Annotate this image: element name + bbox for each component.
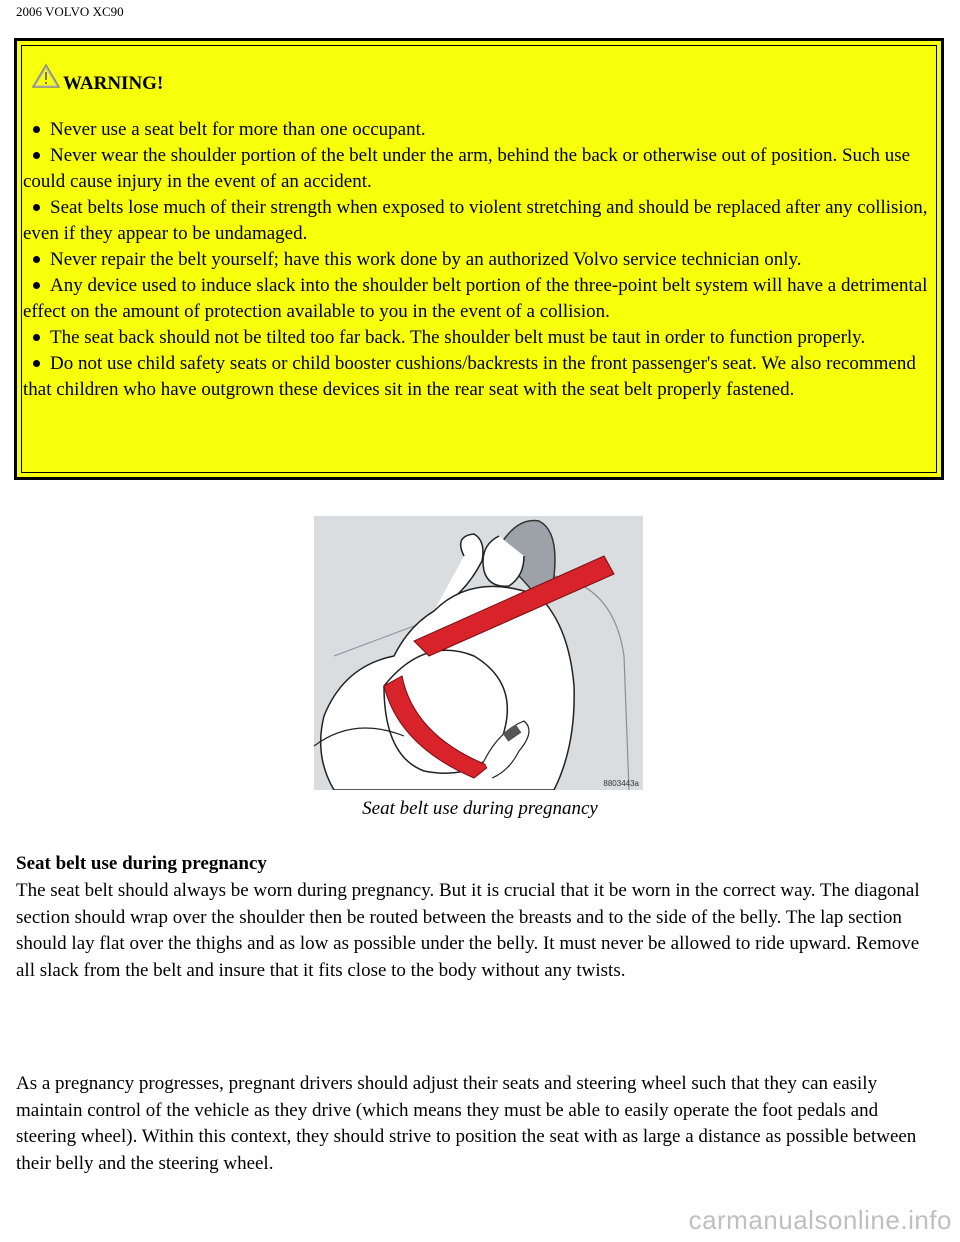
warning-item <box>23 117 937 143</box>
bullet-icon <box>33 152 40 159</box>
figure-caption: Seat belt use during pregnancy <box>362 798 598 819</box>
section-heading: Seat belt use during pregnancy <box>16 853 267 874</box>
warning-item-text: The seat back should not be tilted too far back. The shoulder belt must be taut in order to function properly. <box>50 327 866 348</box>
watermark: carmanualsonline.info <box>688 1205 952 1235</box>
warning-item <box>23 143 937 195</box>
warning-item <box>23 325 937 351</box>
warning-item-text: Any device used to induce slack into the shoulder belt portion of the three-point belt system will have a detrimental effect on the amount of protection available to you in the event of a collision. <box>23 275 928 322</box>
bullet-icon <box>33 126 40 133</box>
warning-list <box>21 117 937 403</box>
bullet-icon <box>33 256 40 263</box>
pregnancy-seatbelt-illustration <box>314 516 643 790</box>
warning-title: WARNING! <box>63 73 164 94</box>
bullet-icon <box>33 334 40 341</box>
figure-code: 8803443a <box>603 779 639 788</box>
bullet-icon <box>33 204 40 211</box>
warning-item-text: Never use a seat belt for more than one occupant. <box>50 119 426 140</box>
bullet-icon <box>33 360 40 367</box>
warning-triangle-icon <box>31 63 61 89</box>
body-paragraph: As a pregnancy progresses, pregnant drivers should adjust their seats and steering wheel such that they can easily maintain control of the vehicle as they drive (which means they must be able to easily operate the foot pedals and steering wheel). Within this context, they should strive to position the seat with as large a distance as possible between their belly and the steering wheel. <box>16 1073 917 1174</box>
warning-item-text: Seat belts lose much of their strength when exposed to violent stretching and should be replaced after any collision, even if they appear to be undamaged. <box>23 197 928 244</box>
warning-item-text: Never repair the belt yourself; have this work done by an authorized Volvo service technician only. <box>50 249 802 270</box>
warning-item-text: Never wear the shoulder portion of the belt under the arm, behind the back or otherwise out of position. Such use could cause injury in the event of an accident. <box>23 145 911 192</box>
warning-item <box>23 273 937 325</box>
warning-heading <box>31 59 937 95</box>
warning-item <box>23 351 937 403</box>
warning-item-text: Do not use child safety seats or child booster cushions/backrests in the front passenger's seat. We also recommend that children who have outgrown these devices sit in the rear seat with the seat belt properly fastened. <box>23 353 916 400</box>
warning-box <box>14 38 944 480</box>
bullet-icon <box>33 282 40 289</box>
body-paragraph: The seat belt should always be worn during pregnancy. But it is crucial that it be worn in the correct way. The diagonal section should wrap over the shoulder then be routed between the breasts and to the side of the belly. The lap section should lay flat over the thighs and as low as possible under the belly. It must never be allowed to ride upward. Remove all slack from the belt and insure that it fits close to the body without any twists. <box>16 880 920 981</box>
warning-item <box>23 247 937 273</box>
page-header: 2006 VOLVO XC90 <box>16 4 124 19</box>
warning-item <box>23 195 937 247</box>
pregnant-woman-illustration <box>314 516 643 790</box>
